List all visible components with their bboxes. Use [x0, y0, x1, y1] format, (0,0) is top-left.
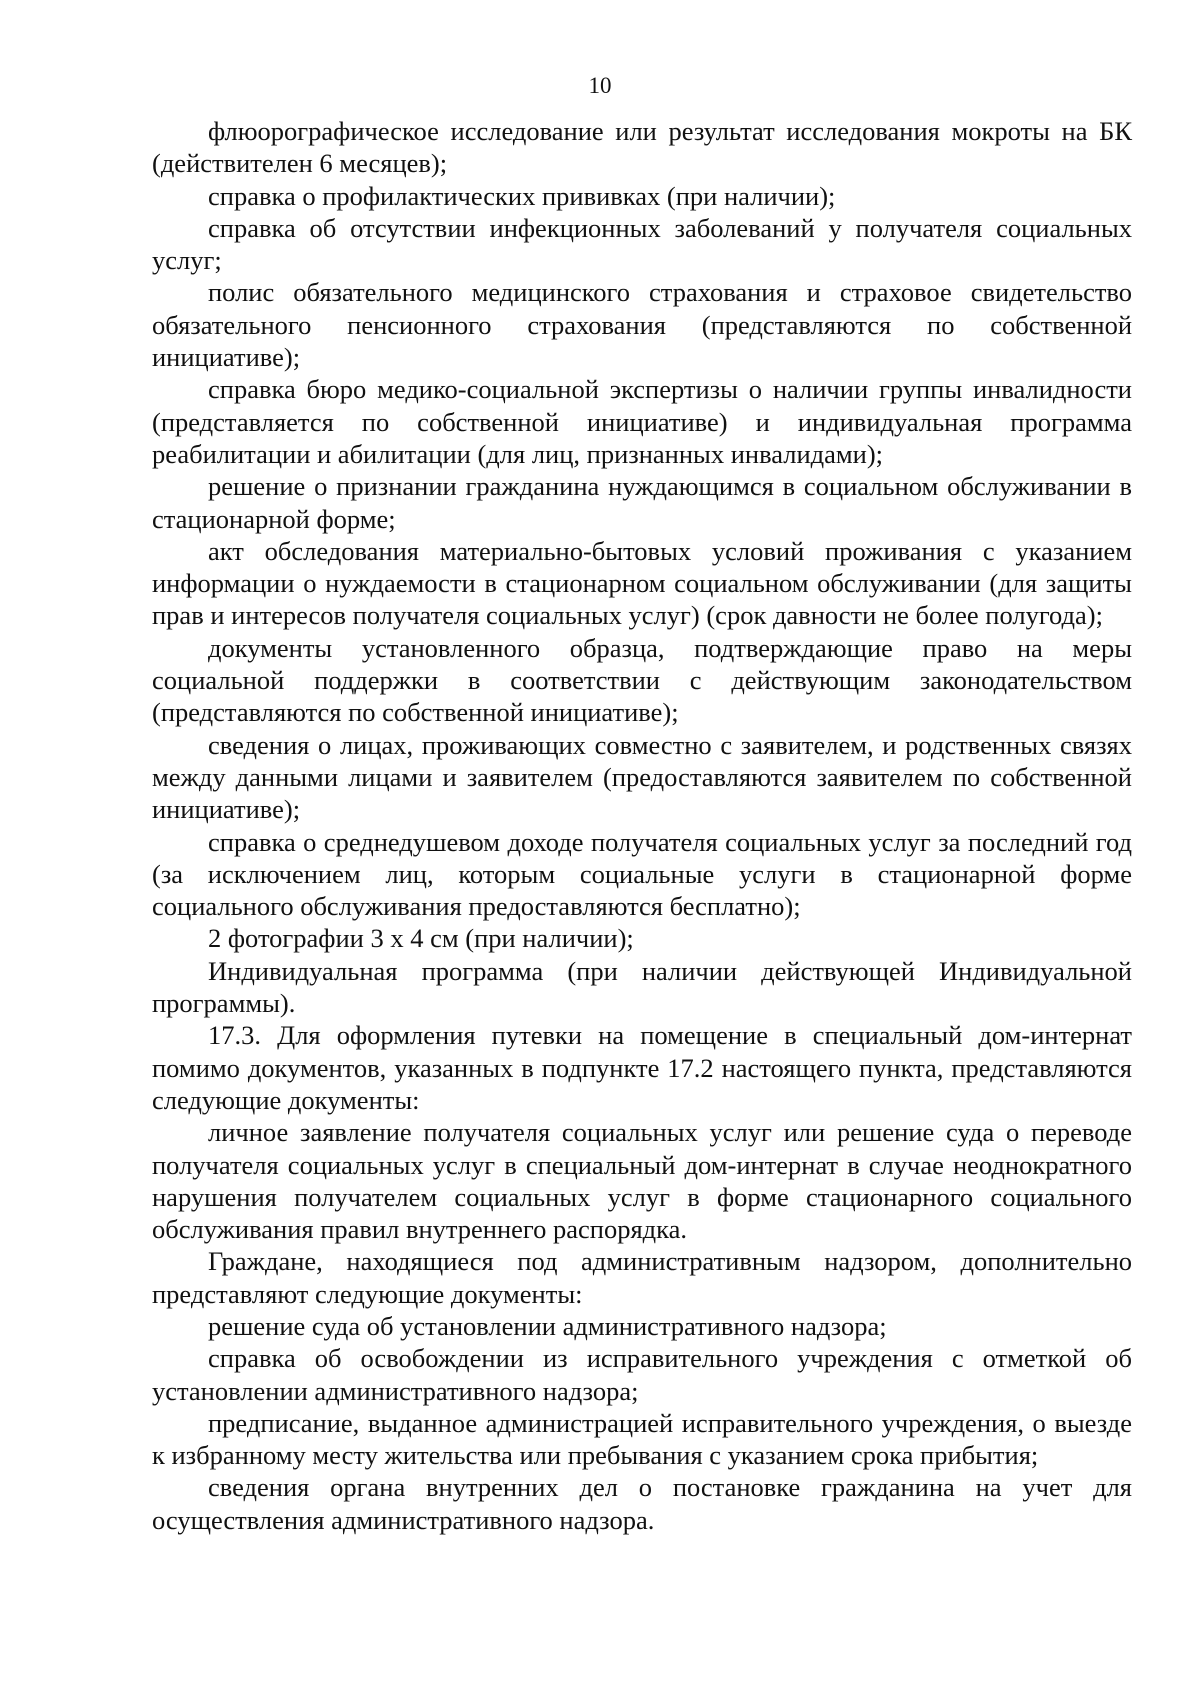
paragraph-police-registration: сведения органа внутренних дел о постановке гражданина на учет для осуществления административного надзора.	[152, 1472, 1132, 1535]
paragraph-disability-certificate: справка бюро медико-социальной экспертизы о наличии группы инвалидности (представляется по собственной инициативе) и индивидуальная программа реабилитации и абилитации (для лиц, признанных инвалидами);	[152, 374, 1132, 469]
paragraph-court-decision: решение суда об установлении административного надзора;	[208, 1310, 887, 1341]
paragraph-need-decision: решение о признании гражданина нуждающимся в социальном обслуживании в стационарной форме;	[152, 471, 1132, 534]
paragraph-individual-program: Индивидуальная программа (при наличии действующей Индивидуальной программы).	[152, 955, 1132, 1019]
paragraph-no-infection-certificate: справка об отсутствии инфекционных заболеваний у получателя социальных услуг;	[152, 212, 1132, 276]
paragraph-vaccination-certificate: справка о профилактических прививках (при наличии);	[208, 180, 836, 211]
paragraph-supervision-intro: Граждане, находящиеся под административным надзором, дополнительно представляют следующие документы:	[152, 1246, 1132, 1309]
paragraph-fluorography: флюорографическое исследование или результат исследования мокроты на БК (действителен 6 месяцев);	[152, 116, 1132, 179]
document-body	[152, 115, 1132, 1536]
paragraph-prescription: предписание, выданное администрацией исправительного учреждения, о выезде к избранному месту жительства или пребывания с указанием срока прибытия;	[152, 1407, 1132, 1471]
paragraph-photos: 2 фотографии 3 х 4 см (при наличии);	[208, 923, 634, 954]
paragraph-social-support-documents: документы установленного образца, подтверждающие право на меры социальной поддержки в соответствии с действующим законодательством (представляются по собственной инициативе);	[152, 632, 1132, 728]
page-number: 10	[588, 73, 612, 98]
paragraph-income-certificate: справка о среднедушевом доходе получателя социальных услуг за последний год (за исключением лиц, которым социальные услуги в стационарной форме социального обслуживания предоставляются бесплатно);	[152, 826, 1132, 922]
paragraph-cohabitants-info: сведения о лицах, проживающих совместно с заявителем, и родственных связях между данными лицами и заявителем (предоставляются заявителем по собственной инициативе);	[152, 729, 1132, 825]
paragraph-living-conditions-act: акт обследования материально-бытовых условий проживания с указанием информации о нуждаемости в стационарном социальном обслуживании (для защиты прав и интересов получателя социальных услуг) (срок давности не более полугода);	[152, 535, 1132, 631]
paragraph-insurance-policy: полис обязательного медицинского страхования и страховое свидетельство обязательного пенсионного страхования (представляются по собственной инициативе);	[152, 277, 1132, 373]
paragraph-personal-statement: личное заявление получателя социальных услуг или решение суда о переводе получателя социальных услуг в специальный дом-интернат в случае неоднократного нарушения получателем социальных услуг в форме стационарного социального обслуживания правил внутреннего распорядка.	[152, 1117, 1132, 1245]
paragraph-release-certificate: справка об освобождении из исправительного учреждения с отметкой об установлении административного надзора;	[152, 1343, 1132, 1406]
paragraph-clause-17-3: 17.3. Для оформления путевки на помещение в специальный дом-интернат помимо документов, указанных в подпункте 17.2 настоящего пункта, представляются следующие документы:	[152, 1020, 1132, 1115]
